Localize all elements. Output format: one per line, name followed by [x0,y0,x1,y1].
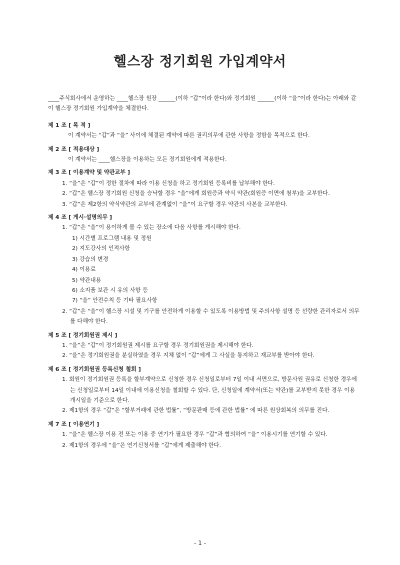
article-4-sub-6: 6) 소지품 보관 시 유의 사항 등 [72,287,148,294]
article-4-item-1: 1. “갑”은 “을”이 용이하게 볼 수 있는 장소에 다음 사항를 게시해야 한다. [62,225,241,232]
article-4-sub-3: 3) 강습의 변경 [72,256,109,263]
article-2-text: 이 계약서는 ____헬스장을 이용하는 모든 정기회원에게 적용한다. [68,157,227,164]
article-5-item-1: 1. “을”은 “갑”이 정기회원권 제시를 요구할 경우 정기회원권을 제시해야 한다. [62,342,254,349]
article-1-heading: 제 1 조 [ 목 적 ] [48,122,91,129]
article-4-sub-5: 5) 약관내용 [72,277,102,284]
article-7-heading: 제 7 조 [ 이용연기 ] [48,421,100,428]
document-body [48,94,360,451]
article-4-sub-1: 1) 시간별 프로그램 내용 및 정원 [72,235,152,242]
article-6-item-1: 1. 회원이 정기회원권 등록을 할부계약으로 신청한 경우 신청일로부터 7일 이내 서면으로, 방문사원 권유로 신청한 경우에는 신청일로부터 14일 이내에 이용신청을 철회할 수 있다. 단, 신청일에 계약서(또는 약관)를 교부받지 못한 경우 이용 개시일을 기준으로 한다. [62,377,357,404]
article-5-item-2: 2. “을”은 정기회원권을 분실하였을 경우 지체 없이 “갑”에게 그 사실을 통지하고 재교부를 받아야 한다. [62,353,315,360]
article-2-heading: 제 2 조 [ 적용대상 ] [48,146,100,153]
document-title: 헬스장 정기회원 가입계약서 [113,54,287,70]
article-7-item-1: 1. “을”은 헬스장 이용 전 또는 이용 중 연기가 필요한 경우 “갑”과 협의하여 “을” 이용시기를 연기할 수 있다. [62,432,328,439]
article-4-item-2: 2. “갑”은 “을”이 헬스장 시설 및 기구를 안전하게 이용할 수 있도록 이용방법 및 주의사항 설명 등 선량한 관리자로서 의무를 다해야 한다. [62,308,360,326]
article-6-item-2: 2. 제1항의 경우 “갑”은 “할부거래에 관한 법률”, “방문판매 등에 관한 법률” 에 따른 원상회복의 의무를 진다. [62,408,330,415]
article-6-heading: 제 6 조 [ 정기회원권 등록신청 철회 ] [48,366,141,373]
article-5-heading: 제 5 조 [ 정기회원권 제시 ] [48,332,118,339]
article-4-sub-4: 4) 이용료 [72,267,96,274]
article-3-item-1: 1. “을”은 “갑”이 정한 절차에 따라 이용 신청을 하고 정기회원 등록비를 납부해야 한다. [62,180,275,187]
article-3-heading: 제 3 조 [ 이용계약 및 약관교부 ] [48,170,131,177]
article-3-item-2: 2. “갑”은 헬스장 정기회원 신청을 승낙할 경우 “을”에게 회원증과 약식 약관(회원증 이면에 첨부)을 교부한다. [62,191,330,198]
article-4-heading: 제 4 조 [ 게시·설명의무 ] [48,215,113,222]
article-1-text: 이 계약서는 “갑”과 “을” 사이에 체결된 계약에 따른 권리의무에 관한 사항을 정함을 목적으로 한다. [68,133,310,140]
article-3-item-3: 3. “갑”은 제2항의 약식약관의 교부에 관계없이 “을”이 요구할 경우 약관의 사본을 교부한다. [62,201,288,208]
article-4-sub-7: 7) “을” 안전수칙 등 기타 필요사항 [72,298,158,305]
page-number: - 1 - [194,540,206,547]
intro-paragraph: ____주식회사에서 운영하는 ____헬스장 원장 ______(이하 “갑”이라 한다)와 정기회원 ______(이하 “을”이라 한다)는 아래와 같이 헬스장 정기회원 가입계약을 체결한다. [48,96,357,113]
article-4-sub-2: 2) 지도강사의 인적사항 [72,246,130,253]
article-7-item-2: 2. 제1항의 경우에 “을”은 연기신청서를 “갑”에게 제출해야 한다. [62,442,221,449]
